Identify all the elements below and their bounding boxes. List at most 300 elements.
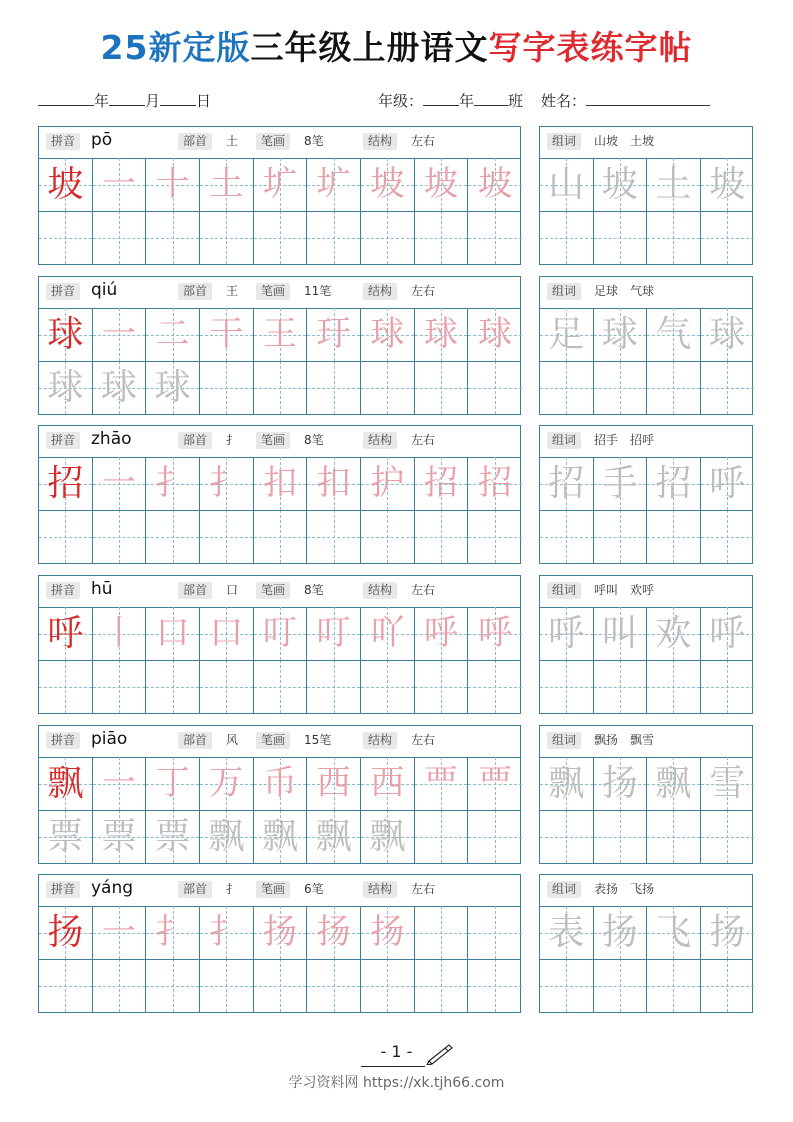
tian-cell[interactable] bbox=[200, 211, 254, 264]
words-tag: 组词 bbox=[547, 133, 581, 150]
tian-cell[interactable] bbox=[594, 308, 648, 361]
tian-cell[interactable] bbox=[254, 211, 308, 264]
tian-cell[interactable] bbox=[594, 158, 648, 211]
month-blank[interactable] bbox=[109, 90, 145, 106]
tian-cell[interactable] bbox=[146, 810, 200, 863]
row-divider bbox=[540, 510, 752, 511]
word-trace-char: 雪 bbox=[709, 763, 746, 804]
tian-cell[interactable] bbox=[307, 158, 361, 211]
tian-cell[interactable] bbox=[39, 211, 93, 264]
tian-cell[interactable] bbox=[540, 810, 594, 863]
stroke-step-char: 西 bbox=[316, 763, 351, 803]
structure-value: 左右 bbox=[411, 284, 436, 298]
tian-cell[interactable] bbox=[415, 211, 469, 264]
words-value: 山坡 土坡 bbox=[594, 134, 655, 148]
date-field bbox=[38, 90, 211, 111]
grid-row bbox=[39, 457, 520, 510]
pinyin-tag: 拼音 bbox=[46, 133, 80, 150]
tian-cell[interactable] bbox=[200, 361, 254, 414]
tian-cell[interactable] bbox=[361, 158, 415, 211]
pinyin-value: zhāo bbox=[91, 429, 132, 449]
stroke-step-char: 扣 bbox=[316, 463, 351, 503]
tian-cell[interactable] bbox=[93, 660, 147, 713]
tian-cell[interactable] bbox=[647, 361, 701, 414]
tian-cell[interactable] bbox=[146, 308, 200, 361]
word-trace-char: 坡 bbox=[709, 164, 746, 205]
grid-row bbox=[540, 959, 752, 1012]
tian-cell[interactable] bbox=[200, 457, 254, 510]
stroke-step-char: 球 bbox=[423, 314, 458, 354]
tian-cell[interactable] bbox=[647, 308, 701, 361]
tian-cell[interactable] bbox=[647, 457, 701, 510]
words-panel bbox=[539, 126, 753, 265]
tian-cell[interactable] bbox=[254, 810, 308, 863]
tian-cell[interactable] bbox=[594, 211, 648, 264]
stroke-step-char: 吖 bbox=[370, 613, 405, 653]
tian-cell[interactable] bbox=[254, 308, 308, 361]
tian-cell[interactable] bbox=[468, 959, 522, 1012]
stroke-step-char: 呼 bbox=[478, 613, 513, 653]
grid-row bbox=[540, 457, 752, 510]
char-header bbox=[39, 277, 520, 309]
words-grid bbox=[540, 906, 752, 1012]
tian-cell[interactable] bbox=[93, 211, 147, 264]
tian-cell[interactable] bbox=[594, 906, 648, 959]
tian-cell[interactable] bbox=[594, 757, 648, 810]
tian-cell[interactable] bbox=[146, 158, 200, 211]
tian-cell[interactable] bbox=[540, 308, 594, 361]
stroke-step-char: 呼 bbox=[423, 613, 458, 653]
pinyin-value: hū bbox=[91, 579, 113, 599]
practice-grid bbox=[39, 308, 520, 414]
tian-cell[interactable] bbox=[415, 510, 469, 563]
tian-cell[interactable] bbox=[540, 457, 594, 510]
word-trace-char: 招 bbox=[655, 463, 692, 504]
tian-cell[interactable] bbox=[415, 757, 469, 810]
tian-cell[interactable] bbox=[594, 660, 648, 713]
practice-panel bbox=[38, 575, 521, 714]
tian-cell[interactable] bbox=[39, 457, 93, 510]
tian-cell[interactable] bbox=[254, 959, 308, 1012]
tian-cell[interactable] bbox=[415, 361, 469, 414]
tian-cell[interactable] bbox=[361, 361, 415, 414]
words-grid bbox=[540, 607, 752, 713]
stroke-step-char: 圹 bbox=[316, 164, 351, 204]
tian-cell[interactable] bbox=[39, 757, 93, 810]
words-header bbox=[540, 426, 752, 458]
stroke-step-char: 土 bbox=[209, 164, 244, 204]
tian-cell[interactable] bbox=[468, 810, 522, 863]
trace-char: 飘 bbox=[315, 816, 352, 857]
tian-cell[interactable] bbox=[307, 660, 361, 713]
tian-cell[interactable] bbox=[468, 211, 522, 264]
tian-cell[interactable] bbox=[39, 959, 93, 1012]
stroke-step-char: 口 bbox=[155, 613, 190, 653]
word-trace-char: 飞 bbox=[655, 912, 692, 953]
trace-char: 票 bbox=[47, 816, 84, 857]
stroke-step-char: 十 bbox=[155, 164, 190, 204]
tian-cell[interactable] bbox=[146, 607, 200, 660]
grid-row bbox=[39, 361, 520, 414]
char-block bbox=[38, 575, 753, 714]
row-divider bbox=[540, 211, 752, 212]
stroke-step-char: 扬 bbox=[262, 912, 297, 952]
tian-cell[interactable] bbox=[540, 959, 594, 1012]
row-divider bbox=[540, 810, 752, 811]
tian-cell[interactable] bbox=[540, 757, 594, 810]
tian-cell[interactable] bbox=[307, 457, 361, 510]
words-header bbox=[540, 576, 752, 608]
word-trace-char: 飘 bbox=[655, 763, 692, 804]
structure-tag: 结构 bbox=[363, 133, 397, 150]
nian-label: 年 bbox=[459, 92, 475, 110]
grid-row bbox=[540, 757, 752, 810]
tian-cell[interactable] bbox=[701, 959, 755, 1012]
tian-cell[interactable] bbox=[200, 959, 254, 1012]
tian-cell[interactable] bbox=[361, 906, 415, 959]
grid-row bbox=[540, 510, 752, 563]
tian-cell[interactable] bbox=[93, 959, 147, 1012]
tian-cell[interactable] bbox=[647, 757, 701, 810]
stroke-step-char: 坡 bbox=[478, 164, 513, 204]
tian-cell[interactable] bbox=[254, 158, 308, 211]
tian-cell[interactable] bbox=[468, 457, 522, 510]
tian-cell[interactable] bbox=[415, 810, 469, 863]
grid-row bbox=[39, 906, 520, 959]
char-block bbox=[38, 126, 753, 265]
tian-cell[interactable] bbox=[594, 810, 648, 863]
tian-cell[interactable] bbox=[701, 607, 755, 660]
tian-cell[interactable] bbox=[361, 457, 415, 510]
tian-cell[interactable] bbox=[39, 810, 93, 863]
name-blank[interactable] bbox=[586, 90, 710, 106]
strokes-value: 15笔 bbox=[304, 733, 332, 747]
tian-cell[interactable] bbox=[361, 660, 415, 713]
tian-cell[interactable] bbox=[594, 361, 648, 414]
tian-cell[interactable] bbox=[647, 510, 701, 563]
tian-cell[interactable] bbox=[701, 810, 755, 863]
stroke-step-char: 扌 bbox=[209, 463, 244, 503]
tian-cell[interactable] bbox=[468, 660, 522, 713]
structure-value: 左右 bbox=[411, 134, 436, 148]
word-trace-char: 足 bbox=[548, 314, 585, 355]
char-header bbox=[39, 576, 520, 608]
word-trace-char: 手 bbox=[601, 463, 638, 504]
pinyin-value: pō bbox=[91, 130, 113, 150]
pinyin-tag: 拼音 bbox=[46, 881, 80, 898]
char-block bbox=[38, 874, 753, 1013]
tian-cell[interactable] bbox=[146, 660, 200, 713]
word-trace-char: 欢 bbox=[655, 613, 692, 654]
radical-tag: 部首 bbox=[178, 432, 212, 449]
tian-cell[interactable] bbox=[307, 810, 361, 863]
tian-cell[interactable] bbox=[307, 308, 361, 361]
tian-cell[interactable] bbox=[307, 757, 361, 810]
tian-cell[interactable] bbox=[254, 757, 308, 810]
tian-cell[interactable] bbox=[415, 660, 469, 713]
tian-cell[interactable] bbox=[39, 361, 93, 414]
pinyin-tag: 拼音 bbox=[46, 732, 80, 749]
tian-cell[interactable] bbox=[415, 308, 469, 361]
tian-cell[interactable] bbox=[361, 510, 415, 563]
grid-row bbox=[540, 906, 752, 959]
tian-cell[interactable] bbox=[39, 308, 93, 361]
tian-cell[interactable] bbox=[647, 607, 701, 660]
page-number: - 1 - bbox=[380, 1042, 413, 1061]
tian-cell[interactable] bbox=[200, 158, 254, 211]
tian-cell[interactable] bbox=[540, 510, 594, 563]
tian-cell[interactable] bbox=[93, 607, 147, 660]
tian-cell[interactable] bbox=[254, 660, 308, 713]
tian-cell[interactable] bbox=[361, 810, 415, 863]
char-header bbox=[39, 426, 520, 458]
tian-cell[interactable] bbox=[468, 757, 522, 810]
tian-cell[interactable] bbox=[647, 906, 701, 959]
strokes-tag: 笔画 bbox=[256, 732, 290, 749]
tian-cell[interactable] bbox=[647, 211, 701, 264]
tian-cell[interactable] bbox=[93, 308, 147, 361]
grade-blank[interactable] bbox=[423, 90, 459, 106]
tian-cell[interactable] bbox=[93, 906, 147, 959]
tian-cell[interactable] bbox=[468, 361, 522, 414]
grid-row bbox=[39, 510, 520, 563]
grid-row bbox=[39, 660, 520, 713]
tian-cell[interactable] bbox=[146, 510, 200, 563]
words-value: 呼叫 欢呼 bbox=[594, 583, 655, 597]
footer-site: 学习资料网 https://xk.tjh66.com bbox=[288, 1075, 505, 1091]
tian-cell[interactable] bbox=[361, 211, 415, 264]
pinyin-tag: 拼音 bbox=[46, 432, 80, 449]
char-block bbox=[38, 425, 753, 564]
tian-cell[interactable] bbox=[701, 510, 755, 563]
grid-row bbox=[39, 607, 520, 660]
tian-cell[interactable] bbox=[540, 211, 594, 264]
tian-cell[interactable] bbox=[39, 510, 93, 563]
tian-cell[interactable] bbox=[701, 457, 755, 510]
title-part-3: 写字表练字帖 bbox=[488, 28, 693, 67]
stroke-step-char: 扌 bbox=[155, 463, 190, 503]
tian-cell[interactable] bbox=[647, 810, 701, 863]
word-trace-char: 气 bbox=[655, 314, 692, 355]
trace-char: 飘 bbox=[208, 816, 245, 857]
tian-cell[interactable] bbox=[146, 457, 200, 510]
grid-row bbox=[39, 211, 520, 264]
stroke-step-char: 干 bbox=[209, 314, 244, 354]
day-blank[interactable] bbox=[160, 90, 196, 106]
tian-cell[interactable] bbox=[200, 308, 254, 361]
structure-value: 左右 bbox=[411, 583, 436, 597]
tian-cell[interactable] bbox=[468, 158, 522, 211]
radical-tag: 部首 bbox=[178, 133, 212, 150]
model-char: 招 bbox=[47, 463, 84, 504]
tian-cell[interactable] bbox=[146, 959, 200, 1012]
tian-cell[interactable] bbox=[701, 660, 755, 713]
stroke-step-char: 一 bbox=[101, 763, 136, 803]
stroke-step-char: 覀 bbox=[423, 763, 458, 803]
tian-cell[interactable] bbox=[468, 906, 522, 959]
tian-cell[interactable] bbox=[361, 607, 415, 660]
month-label: 月 bbox=[145, 92, 161, 110]
tian-cell[interactable] bbox=[200, 607, 254, 660]
tian-cell[interactable] bbox=[200, 757, 254, 810]
tian-cell[interactable] bbox=[307, 211, 361, 264]
char-header bbox=[39, 127, 520, 159]
stroke-step-char: 扬 bbox=[316, 912, 351, 952]
grid-row bbox=[540, 308, 752, 361]
grid-row bbox=[540, 607, 752, 660]
word-trace-char: 山 bbox=[548, 164, 585, 205]
tian-cell[interactable] bbox=[701, 158, 755, 211]
practice-grid bbox=[39, 607, 520, 713]
grid-row bbox=[540, 158, 752, 211]
tian-cell[interactable] bbox=[468, 607, 522, 660]
words-panel bbox=[539, 425, 753, 564]
tian-cell[interactable] bbox=[647, 959, 701, 1012]
stroke-step-char: 招 bbox=[478, 463, 513, 503]
word-trace-char: 土 bbox=[655, 164, 692, 205]
tian-cell[interactable] bbox=[540, 607, 594, 660]
practice-grid bbox=[39, 757, 520, 863]
tian-cell[interactable] bbox=[254, 361, 308, 414]
tian-cell[interactable] bbox=[146, 757, 200, 810]
pen-icon bbox=[425, 1041, 457, 1065]
tian-cell[interactable] bbox=[93, 757, 147, 810]
tian-cell[interactable] bbox=[146, 906, 200, 959]
words-value: 表扬 飞扬 bbox=[594, 882, 655, 896]
tian-cell[interactable] bbox=[647, 158, 701, 211]
tian-cell[interactable] bbox=[361, 757, 415, 810]
strokes-tag: 笔画 bbox=[256, 432, 290, 449]
tian-cell[interactable] bbox=[415, 959, 469, 1012]
words-header bbox=[540, 127, 752, 159]
tian-cell[interactable] bbox=[594, 607, 648, 660]
row-divider bbox=[540, 959, 752, 960]
tian-cell[interactable] bbox=[307, 510, 361, 563]
class-blank[interactable] bbox=[474, 90, 508, 106]
strokes-tag: 笔画 bbox=[256, 881, 290, 898]
row-divider bbox=[540, 361, 752, 362]
tian-cell[interactable] bbox=[701, 757, 755, 810]
tian-cell[interactable] bbox=[93, 158, 147, 211]
tian-cell[interactable] bbox=[701, 308, 755, 361]
words-value: 招手 招呼 bbox=[594, 433, 655, 447]
grid-row bbox=[39, 959, 520, 1012]
tian-cell[interactable] bbox=[701, 361, 755, 414]
word-trace-char: 飘 bbox=[548, 763, 585, 804]
tian-cell[interactable] bbox=[307, 607, 361, 660]
stroke-step-char: 扣 bbox=[262, 463, 297, 503]
tian-cell[interactable] bbox=[254, 906, 308, 959]
word-trace-char: 坡 bbox=[601, 164, 638, 205]
char-header bbox=[39, 875, 520, 907]
stroke-step-char: 球 bbox=[478, 314, 513, 354]
words-tag: 组词 bbox=[547, 732, 581, 749]
tian-cell[interactable] bbox=[200, 660, 254, 713]
tian-cell[interactable] bbox=[93, 361, 147, 414]
tian-cell[interactable] bbox=[701, 906, 755, 959]
tian-cell[interactable] bbox=[415, 607, 469, 660]
grid-row bbox=[39, 810, 520, 863]
practice-panel bbox=[38, 425, 521, 564]
tian-cell[interactable] bbox=[200, 906, 254, 959]
tian-cell[interactable] bbox=[39, 607, 93, 660]
tian-cell[interactable] bbox=[200, 510, 254, 563]
radical-value: 土 bbox=[226, 134, 239, 148]
tian-cell[interactable] bbox=[647, 660, 701, 713]
tian-cell[interactable] bbox=[254, 607, 308, 660]
tian-cell[interactable] bbox=[540, 660, 594, 713]
tian-cell[interactable] bbox=[307, 361, 361, 414]
practice-panel bbox=[38, 126, 521, 265]
stroke-step-char: 一 bbox=[101, 164, 136, 204]
year-blank[interactable] bbox=[38, 90, 94, 106]
stroke-step-char: 币 bbox=[262, 763, 297, 803]
tian-cell[interactable] bbox=[39, 660, 93, 713]
stroke-step-char: 万 bbox=[209, 763, 244, 803]
tian-cell[interactable] bbox=[701, 211, 755, 264]
tian-cell[interactable] bbox=[39, 158, 93, 211]
tian-cell[interactable] bbox=[93, 510, 147, 563]
structure-tag: 结构 bbox=[363, 432, 397, 449]
trace-char: 球 bbox=[154, 367, 191, 408]
tian-cell[interactable] bbox=[254, 510, 308, 563]
tian-cell[interactable] bbox=[594, 510, 648, 563]
tian-cell[interactable] bbox=[254, 457, 308, 510]
tian-cell[interactable] bbox=[361, 308, 415, 361]
tian-cell[interactable] bbox=[415, 906, 469, 959]
tian-cell[interactable] bbox=[415, 158, 469, 211]
tian-cell[interactable] bbox=[468, 308, 522, 361]
tian-cell[interactable] bbox=[146, 211, 200, 264]
tian-cell[interactable] bbox=[540, 158, 594, 211]
title-part-2: 三年级上册语文 bbox=[250, 28, 489, 67]
tian-cell[interactable] bbox=[540, 906, 594, 959]
tian-cell[interactable] bbox=[307, 959, 361, 1012]
tian-cell[interactable] bbox=[594, 457, 648, 510]
tian-cell[interactable] bbox=[415, 457, 469, 510]
words-grid bbox=[540, 457, 752, 563]
tian-cell[interactable] bbox=[200, 810, 254, 863]
tian-cell[interactable] bbox=[594, 959, 648, 1012]
tian-cell[interactable] bbox=[93, 457, 147, 510]
tian-cell[interactable] bbox=[540, 361, 594, 414]
words-panel bbox=[539, 874, 753, 1013]
name-label: 姓名： bbox=[541, 92, 587, 110]
word-trace-char: 表 bbox=[548, 912, 585, 953]
class-label: 班 bbox=[508, 92, 524, 110]
stroke-step-char: 坡 bbox=[423, 164, 458, 204]
grid-row bbox=[39, 757, 520, 810]
tian-cell[interactable] bbox=[361, 959, 415, 1012]
trace-char: 球 bbox=[100, 367, 137, 408]
tian-cell[interactable] bbox=[39, 906, 93, 959]
page-title bbox=[0, 22, 793, 69]
grid-row bbox=[540, 211, 752, 264]
tian-cell[interactable] bbox=[307, 906, 361, 959]
word-trace-char: 球 bbox=[709, 314, 746, 355]
tian-cell[interactable] bbox=[146, 361, 200, 414]
stroke-step-char: 王 bbox=[262, 314, 297, 354]
tian-cell[interactable] bbox=[468, 510, 522, 563]
row-divider bbox=[39, 211, 520, 212]
words-header bbox=[540, 726, 752, 758]
trace-char: 票 bbox=[154, 816, 191, 857]
structure-tag: 结构 bbox=[363, 732, 397, 749]
tian-cell[interactable] bbox=[93, 810, 147, 863]
model-char: 呼 bbox=[47, 613, 84, 654]
stroke-step-char: 坡 bbox=[370, 164, 405, 204]
radical-value: 扌 bbox=[226, 433, 239, 447]
